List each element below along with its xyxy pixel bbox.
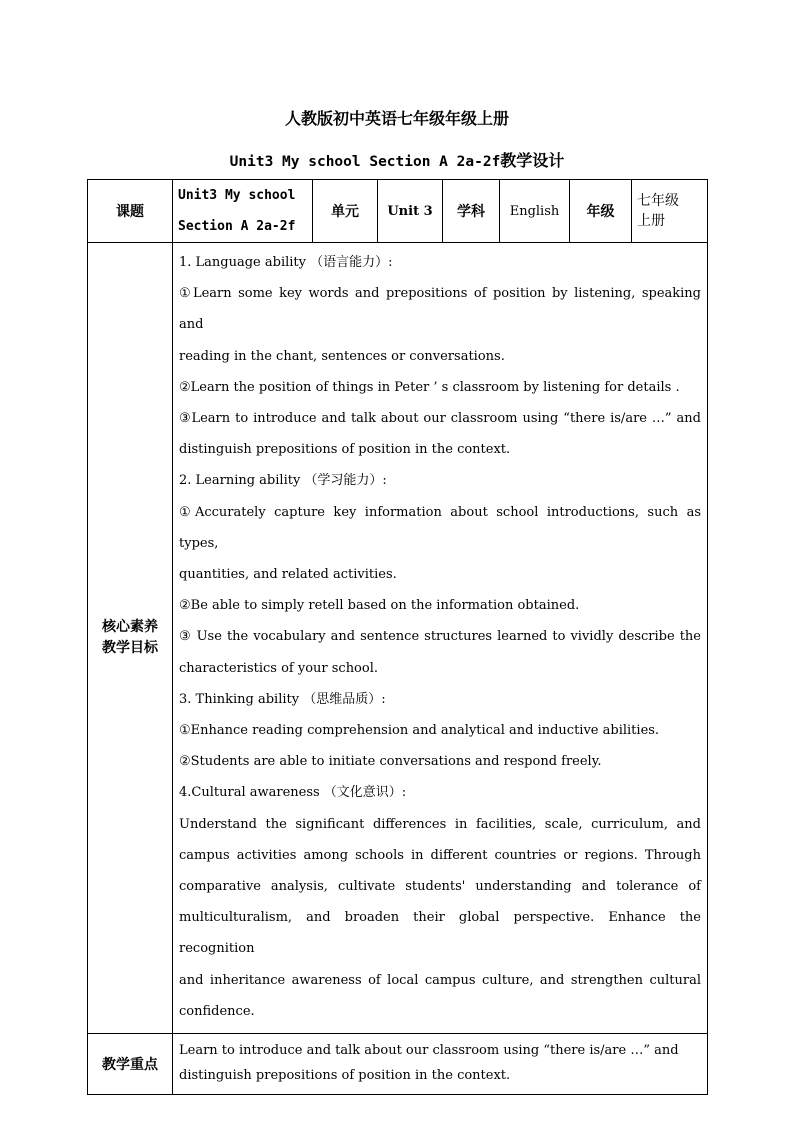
objective-line: distinguish prepositions of position in the context. <box>179 442 511 458</box>
grade-line: 七年级 <box>637 193 679 209</box>
objectives-label-line: 教学目标 <box>102 640 158 657</box>
objective-line: 4.Cultural awareness （文化意识）: <box>179 785 407 801</box>
unit-value: Unit 3 <box>378 180 443 243</box>
key-point-line: Learn to introduce and talk about our classroom using “there is/are …” and <box>179 1043 679 1059</box>
key-points-row <box>88 1034 708 1095</box>
objectives-row <box>88 243 708 1034</box>
objective-line: ②Students are able to initiate conversations and respond freely. <box>179 754 602 770</box>
lesson-plan-table <box>87 179 708 1095</box>
grade-label: 年级 <box>570 180 632 243</box>
header-row <box>88 180 708 243</box>
objective-line: ①Accurately capture key information about school introductions, such as types, <box>179 504 701 551</box>
objectives-content <box>173 243 708 1034</box>
topic-line: Section A 2a-2f <box>178 219 296 234</box>
objectives-label <box>88 243 173 1034</box>
document-title: 人教版初中英语七年级年级上册 <box>284 109 509 128</box>
objective-line: characteristics of your school. <box>179 660 379 676</box>
objective-line: multiculturalism, and broaden their global perspective. Enhance the recognition <box>179 910 701 957</box>
objective-line: 2. Learning ability （学习能力）: <box>179 473 387 489</box>
key-points-label: 教学重点 <box>88 1034 173 1095</box>
objective-line: quantities, and related activities. <box>179 567 397 583</box>
objective-line: comparative analysis, cultivate students' understanding and tolerance of <box>179 879 701 895</box>
subtitle-chinese: 教学设计 <box>500 151 565 170</box>
key-point-line: distinguish prepositions of position in the context. <box>179 1068 511 1084</box>
objective-line: confidence. <box>179 1003 255 1019</box>
objective-line: ②Learn the position of things in Peter ’ s classroom by listening for details . <box>179 379 680 395</box>
objective-line: campus activities among schools in different countries or regions. Through <box>179 847 701 863</box>
topic-line: Unit3 My school <box>178 188 296 203</box>
document-subtitle <box>0 148 794 171</box>
objective-line: Understand the significant differences in facilities, scale, curriculum, and <box>179 816 701 832</box>
grade-value <box>632 180 708 243</box>
objectives-label-line: 核心素养 <box>102 619 158 636</box>
subtitle-english: Unit3 My school Section A 2a-2f <box>229 154 501 170</box>
subject-value: English <box>500 180 570 243</box>
objective-line: reading in the chant, sentences or conversations. <box>179 348 505 364</box>
objective-line: ①Enhance reading comprehension and analytical and inductive abilities. <box>179 723 660 739</box>
unit-label: 单元 <box>313 180 378 243</box>
key-points-content <box>173 1034 708 1095</box>
objective-line: ①Learn some key words and prepositions of position by listening, speaking and <box>179 286 701 333</box>
objective-line: and inheritance awareness of local campus culture, and strengthen cultural <box>179 972 701 988</box>
grade-line: 上册 <box>637 213 665 229</box>
objective-line: ②Be able to simply retell based on the information obtained. <box>179 598 580 614</box>
topic-label: 课题 <box>88 180 173 243</box>
objective-line: ③Learn to introduce and talk about our classroom using “there is/are …” and <box>179 411 701 427</box>
objective-line: ③ Use the vocabulary and sentence structures learned to vividly describe the <box>179 629 701 645</box>
subject-label: 学科 <box>443 180 500 243</box>
topic-value <box>173 180 313 243</box>
objective-line: 3. Thinking ability （思维品质）: <box>179 691 386 707</box>
objective-line: 1. Language ability （语言能力）: <box>179 255 393 270</box>
